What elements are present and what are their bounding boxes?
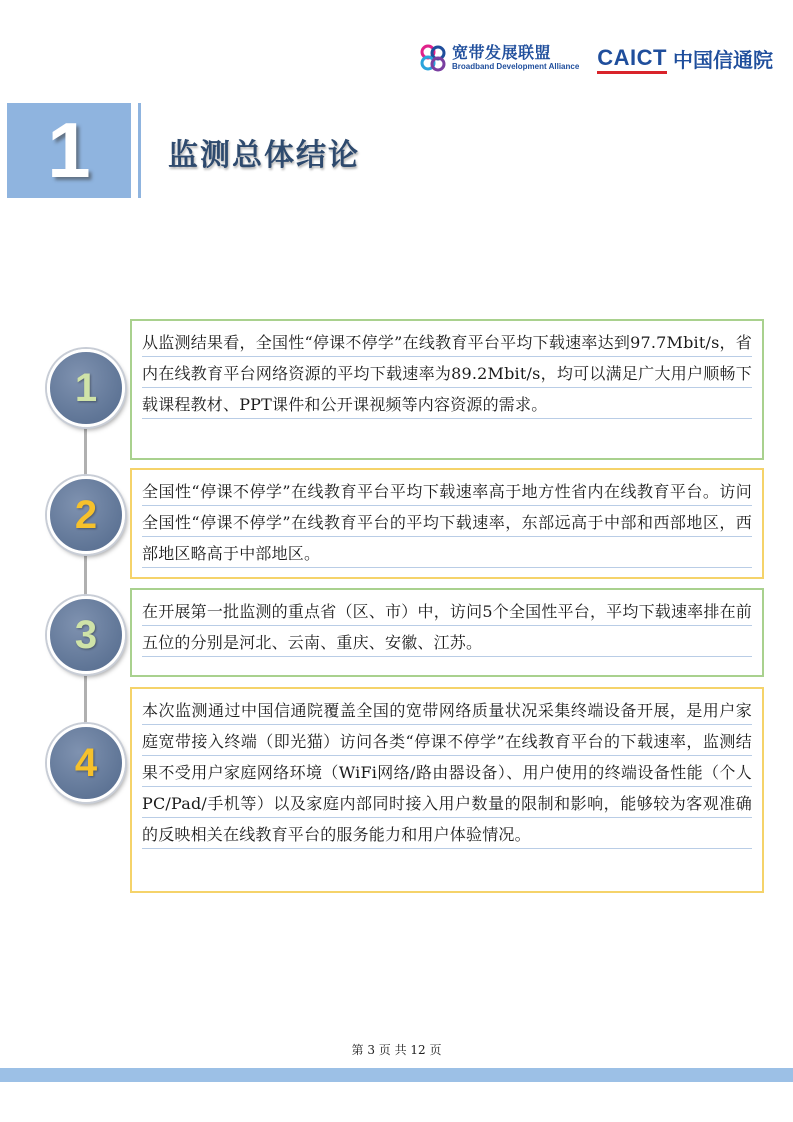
conclusion-text-2: 全国性“停课不停学”在线教育平台平均下载速率高于地方性省内在线教育平台。访问全国性“停课不停学”在线教育平台的平均下载速率，东部远高于中部和西部地区，西部地区略高于中部地区。 — [142, 476, 752, 569]
section-number: 1 — [47, 106, 91, 194]
alliance-logo — [418, 43, 579, 73]
section-number-box — [7, 103, 131, 198]
timeline-line — [84, 400, 87, 770]
conclusion-text-1: 从监测结果看，全国性“停课不停学”在线教育平台平均下载速率达到97.7Mbit/s，省内在线教育平台网络资源的平均下载速率为89.2Mbit/s，均可以满足广大用户顺畅下载课程教材、PPT课件和公开课视频等内容资源的需求。 — [142, 327, 752, 420]
conclusion-number-badge-1: 1 — [47, 349, 125, 427]
header-logos — [418, 38, 773, 78]
alliance-name-en: Broadband Development Alliance — [451, 62, 580, 71]
page-number: 第 3 页 共 12 页 — [351, 1043, 442, 1057]
conclusion-box-4 — [130, 687, 764, 893]
caict-name-cn: 中国信通院 — [673, 47, 773, 72]
conclusion-box-3 — [130, 588, 764, 677]
conclusion-number-badge-4: 4 — [47, 724, 125, 802]
section-divider — [138, 103, 141, 198]
conclusion-text-4: 本次监测通过中国信通院覆盖全国的宽带网络质量状况采集终端设备开展，是用户家庭宽带接入终端（即光猫）访问各类“停课不停学”在线教育平台的下载速率，监测结果不受用户家庭网络环境（WiFi网络/路由器设备）、用户使用的终端设备性能（个人PC/Pad/手机等）以及家庭内部同时接入用户数量的限制和影响，能够较为客观准确的反映相关在线教育平台的服务能力和用户体验情况。 — [142, 695, 752, 850]
caict-name-en: CAICT — [597, 45, 667, 71]
conclusion-number-badge-2: 2 — [47, 476, 125, 554]
conclusion-box-2 — [130, 468, 764, 579]
conclusion-text-3: 在开展第一批监测的重点省（区、市）中，访问5个全国性平台，平均下载速率排在前五位的分别是河北、云南、重庆、安徽、江苏。 — [142, 596, 752, 658]
conclusion-box-1 — [130, 319, 764, 460]
caict-logo — [597, 44, 773, 73]
section-title: 监测总体结论 — [168, 138, 360, 173]
footer-bar — [0, 1068, 793, 1082]
alliance-logo-icon — [418, 43, 448, 73]
alliance-name-cn: 宽带发展联盟 — [451, 43, 551, 62]
conclusion-number-badge-3: 3 — [47, 596, 125, 674]
